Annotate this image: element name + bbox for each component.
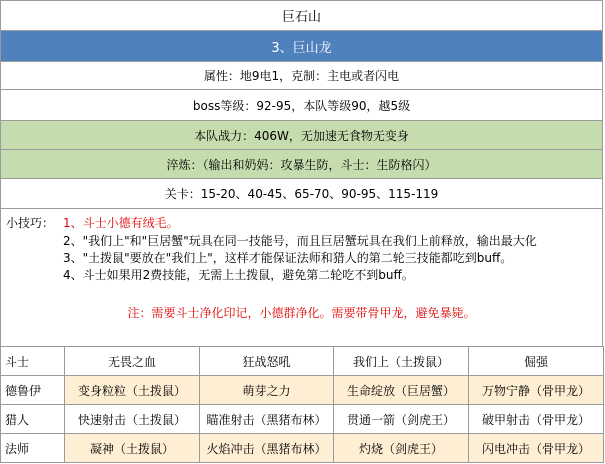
skills-table bbox=[0, 346, 604, 463]
class-cell: 猎人 bbox=[1, 405, 65, 434]
skill-cell: 生命绽放（巨居蟹） bbox=[334, 376, 469, 405]
skill-cell: 万物宁静（骨甲龙） bbox=[469, 376, 604, 405]
header-cell: 倔强 bbox=[469, 347, 604, 376]
header-cell: 我们上（土拨鼠） bbox=[334, 347, 469, 376]
skill-cell: 瞄准射击（黑猪布林） bbox=[200, 405, 334, 434]
tip-item-1: 1、斗士小德有绒毛。 bbox=[63, 216, 179, 230]
skill-cell: 变身粒粒（土拨鼠） bbox=[65, 376, 200, 405]
skill-cell: 快速射击（土拨鼠） bbox=[65, 405, 200, 434]
header-cell: 斗士 bbox=[1, 347, 65, 376]
skill-cell: 破甲射击（骨甲龙） bbox=[469, 405, 604, 434]
tips-section bbox=[0, 209, 603, 346]
class-cell: 德鲁伊 bbox=[1, 376, 65, 405]
stage-banner: 3、巨山龙 bbox=[0, 31, 603, 62]
tip-item-2: 2、"我们上"和"巨居蟹"玩具在同一技能号，而且巨居蟹玩具在我们上前释放，输出最大化 bbox=[63, 234, 537, 248]
page-title: 巨石山 bbox=[0, 0, 603, 31]
boss-level-row: boss等级：92-95，本队等级90，越5级 bbox=[0, 90, 603, 121]
table-header-row bbox=[1, 347, 604, 376]
warning-note: 注：需要斗士净化印记，小德群净化。需要带骨甲龙，避免暴毙。 bbox=[127, 306, 476, 320]
skill-cell: 凝神（土拨鼠） bbox=[65, 434, 200, 463]
tip-item-3: 3、"土拨鼠"要放在"我们上"，这样才能保证法师和猎人的第二轮三技能都吃到buff。 bbox=[63, 251, 513, 265]
skill-cell: 闪电冲击（骨甲龙） bbox=[469, 434, 604, 463]
header-cell: 无畏之血 bbox=[65, 347, 200, 376]
skill-cell: 贯通一箭（剑虎王） bbox=[334, 405, 469, 434]
refine-row: 淬炼：（输出和奶妈：攻暴生防，斗士：生防格闪） bbox=[0, 150, 603, 179]
class-cell: 法师 bbox=[1, 434, 65, 463]
team-power-row: 本队战力：406W，无加速无食物无变身 bbox=[0, 121, 603, 150]
table-row bbox=[1, 376, 604, 405]
levels-row: 关卡：15-20、40-45、65-70、90-95、115-119 bbox=[0, 179, 603, 209]
attributes-row: 属性：地9电1，克制：主电或者闪电 bbox=[0, 62, 603, 90]
skill-cell: 火焰冲击（黑猪布林） bbox=[200, 434, 334, 463]
table-row bbox=[1, 405, 604, 434]
table-row bbox=[1, 434, 604, 463]
header-cell: 狂战怒吼 bbox=[200, 347, 334, 376]
skill-cell: 灼烧（剑虎王） bbox=[334, 434, 469, 463]
skill-cell: 萌芽之力 bbox=[200, 376, 334, 405]
tip-item-4: 4、斗士如果用2费技能，无需上土拨鼠，避免第二轮吃不到buff。 bbox=[63, 268, 414, 282]
tips-label: 小技巧： bbox=[6, 216, 55, 230]
